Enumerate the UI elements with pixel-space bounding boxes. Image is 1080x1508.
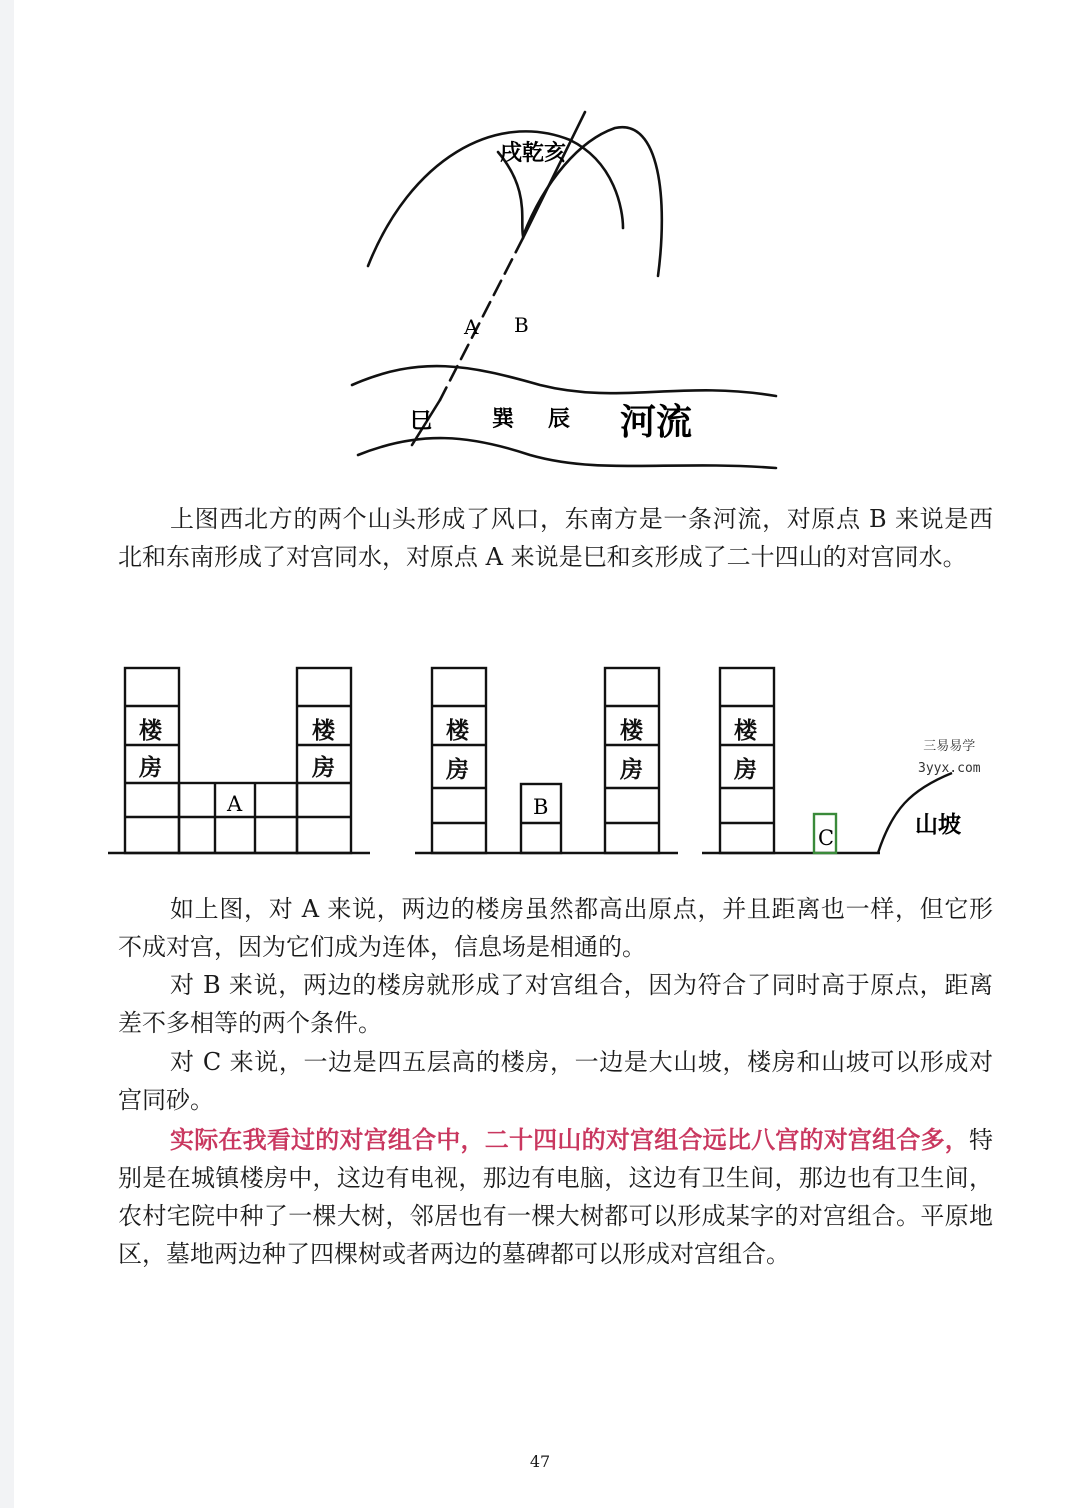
river-lower-bank [358,438,776,468]
paragraph-2: 如上图，对 A 来说，两边的楼房虽然都高出原点，并且距离也一样，但它形不成对宫，因为它们成为连体，信息场是相通的。 [118,895,993,961]
building-b-left-char-2: 房 [446,756,469,783]
slope-label: 山坡 [915,811,961,838]
river-label: 河流 [620,401,693,443]
left-mountain-curve [368,131,623,266]
point-b-label: B [533,795,549,819]
point-a-label: A [227,792,243,816]
watermark [918,736,981,780]
building-b-right-char-1: 楼 [620,717,643,744]
direction-label-si: 巳 [410,408,433,434]
watermark-line-1: 三易易学 [923,739,976,754]
building-a-left-char-1: 楼 [139,717,162,744]
paragraph-4: 对 C 来说，一边是四五层高的楼房，一边是大山坡，楼房和山坡可以形成对宫同砂。 [118,1048,993,1114]
river-upper-bank [352,366,776,396]
building-a-left-char-2: 房 [139,754,162,781]
building-c-char-1: 楼 [734,717,757,744]
direction-label-xun: 巽 [492,406,515,432]
building-a-right-char-1: 楼 [312,717,335,744]
mountain-river-diagram [330,100,800,480]
paragraph-3: 对 B 来说，两边的楼房就形成了对宫组合，因为符合了同时高于原点，距离差不多相等的两个条件。 [118,971,993,1037]
building-b-left-char-1: 楼 [446,717,469,744]
watermark-line-2: 3yyx.com [918,761,981,776]
building-c-char-2: 房 [734,756,757,783]
point-b-label: B [514,313,529,337]
paragraph-5-highlight: 实际在我看过的对宫组合中，二十四山的对宫组合远比八宫的对宫组合多， [170,1125,969,1154]
direction-label-xu-qian-hai: 戌乾亥 [500,140,567,166]
paragraph-5-rest: 特别是在城镇楼房中，这边有电视，那边有电脑，这边有卫生间，那边也有卫生间，农村宅院中种了一棵大树，邻居也有一棵大树都可以形成某字的对宫组合。平原地区，墓地两边种了四棵树或者两边的墓碑都可以形成对宫组合。 [118,1126,993,1268]
point-c-label: C [818,826,835,850]
buildings-diagram [100,660,980,870]
direction-label-chen: 辰 [548,406,571,432]
point-a-label: A [464,315,479,339]
building-b-right-char-2: 房 [620,756,643,783]
paragraph-5 [118,1121,993,1273]
page-number: 47 [529,1452,551,1471]
paragraph-1: 上图西北方的两个山头形成了风口，东南方是一条河流，对原点 B 来说是西北和东南形成了对宫同水，对原点 A 来说是巳和亥形成了二十四山的对宫同水。 [118,505,993,571]
building-a-right-char-2: 房 [312,754,335,781]
